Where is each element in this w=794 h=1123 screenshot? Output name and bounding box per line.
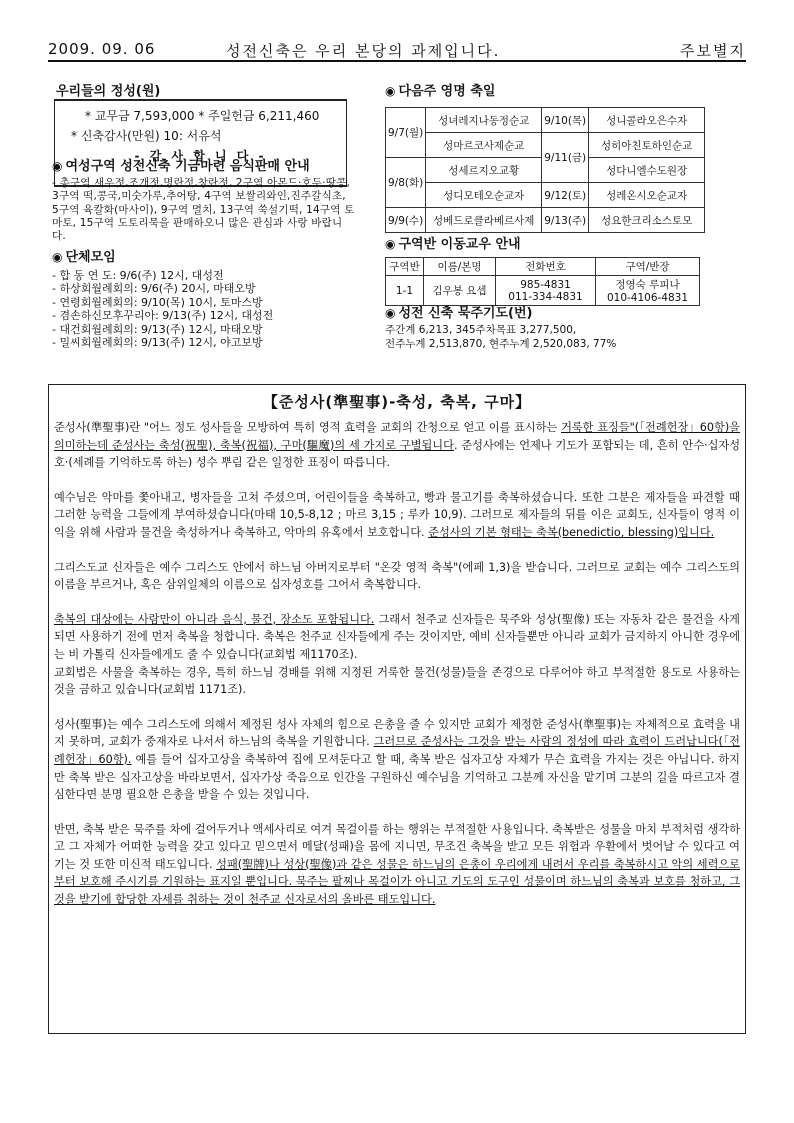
groups-title: 단체모임 xyxy=(65,250,116,265)
table-cell: 성베드로클라베르사제 xyxy=(426,208,542,233)
underlined-text: 성패(聖牌)나 성상(聖像)과 같은 성물은 하느님의 은총이 우리에게 내려서 우리를 축복하시고 악의 세력으로부터 보호해 주시기를 기원하는 표지일 뿐입니다. 묵주는 팔찌나 목걸이가 아니고 기도의 도구인 성물이며 하느님의 축복과 보호를 청하고, 그것을 받기에 합당한 자세를 취하는 것이 천주교 신자로서의 올바른 태도입니다. xyxy=(54,857,740,907)
text-run: 반면, 축복 받은 묵주를 차에 걸어두거나 액세사리로 여겨 목걸이를 하는 행위는 부적절한 사용입니다. 축복받은 성물을 마치 부적처럼 생각하고 그 자체가 어떠한 능력을 갖고 있다고 믿으면서 메달(성패)을 몸에 지니면, 무조건 축복을 받고 모든 위험과 우환에서 벗어날 수 있다고 여기는 것 또한 미신적 태도입니다. xyxy=(54,822,740,871)
women-sale-title: 여성구역 성전신축 기금마련 음식판매 안내 xyxy=(65,159,310,174)
feast-days-table xyxy=(385,107,705,233)
text-run: 예수님은 악마를 쫓아내고, 병자들을 고쳐 주셨으며, 어린이들을 축복하고, 빵과 물고기를 축복하셨습니다. 또한 그분은 제자들을 파견할 때 그러한 능력을 그들에게 부여하셨습니다(마태 10,5-8,12 ; 마르 3,15 ; 루카 10,9). 그러므로 제자들의 뒤를 이은 교회도, 신자들이 영적 이익을 위해 사람과 물건을 축성하거나 축복하고, 악마의 유혹에서 보호합니다. xyxy=(54,490,740,539)
table-cell xyxy=(596,276,700,306)
offering-line2: * 신축감사(만원) 10: 서유석 xyxy=(71,129,222,143)
text-run: . 준성사에는 언제나 기도가 포함되는 데, 흔히 안수·십자성호·(세례를 기억하도록 하는) 성수 뿌림 같은 일정한 표징이 따릅니다. xyxy=(54,438,740,470)
table-row xyxy=(386,183,705,208)
underlined-text: 준성사의 기본 형태는 축복(benedictio, blessing)입니다. xyxy=(428,525,715,539)
table-cell: 9/8(화) xyxy=(386,158,426,208)
article-title: 【준성사(準聖事)-축성, 축복, 구마】 xyxy=(262,393,532,411)
text-run: 성사(聖事)는 예수 그리스도에 의해서 제정된 성사 자체의 힘으로 은총을 줄 수 있지만 교회가 제정한 준성사(準聖事)는 자체적으로 효력을 내지 못하며, 교회가 중재자로 나서서 하느님의 축복을 기원합니다. xyxy=(54,717,740,749)
offering-line1: * 교무금 7,593,000 * 주일헌금 6,211,460 xyxy=(85,109,320,123)
rosary-line2: 전주누계 2,513,870, 현주누계 2,520,083, 77% xyxy=(385,338,617,350)
feast-days-section xyxy=(385,80,715,233)
table-cell: 성디모테오순교자 xyxy=(426,183,542,208)
table-header: 구역반 xyxy=(386,258,424,276)
underlined-text: 거룩한 표징들"(「전례헌장」60항)을 의미하는데 준성사는 축성(祝聖), 축복(祝福), 구마(驅魔)의 세 가지로 구별됩니다 xyxy=(54,421,740,452)
table-row xyxy=(386,208,705,233)
area-move-section xyxy=(385,233,715,306)
table-cell: 9/7(월) xyxy=(386,108,426,158)
table-cell: 9/11(금) xyxy=(542,133,589,183)
table-cell: 성니콜라오은수자 xyxy=(589,108,705,133)
table-row xyxy=(386,133,705,158)
table-header: 구역/반장 xyxy=(596,258,700,276)
table-row xyxy=(386,276,700,306)
article-paragraph xyxy=(54,611,740,664)
circle-dot-icon: ◉ xyxy=(52,159,63,173)
table-cell: 9/13(주) xyxy=(542,208,589,233)
leader-phone: 010-4106-4831 xyxy=(606,292,689,304)
article-paragraph xyxy=(54,821,740,909)
list-item: - 밀씨회월례회의: 9/13(주) 12시, 야고보방 xyxy=(52,336,263,350)
area-move-table xyxy=(385,257,700,306)
table-cell: 성녀레지나동정순교 xyxy=(426,108,542,133)
leader-name: 정영숙 루피나 xyxy=(615,279,680,291)
bulletin-tag: 주보별지 xyxy=(680,42,746,60)
table-cell: 9/10(목) xyxy=(542,108,589,133)
article-paragraph xyxy=(54,716,740,804)
circle-dot-icon: ◉ xyxy=(385,237,396,251)
page-header xyxy=(48,40,746,62)
phone-line: 985-4831 xyxy=(520,278,571,291)
list-item: - 겸손하신모후꾸리아: 9/13(주) 12시, 대성전 xyxy=(52,309,274,323)
table-cell: 성히아친토하인순교 xyxy=(589,133,705,158)
table-cell: 김우봉 요셉 xyxy=(424,276,496,306)
article-paragraph xyxy=(54,419,740,472)
groups-section xyxy=(52,246,362,349)
rosary-section xyxy=(385,302,725,351)
header-slogan: 성전신축은 우리 본당의 과제입니다. xyxy=(226,42,501,60)
table-cell: 성다니엘수도원장 xyxy=(589,158,705,183)
list-item: - 연령회월례회의: 9/10(목) 10시, 토마스방 xyxy=(52,295,263,309)
rosary-heading xyxy=(385,302,725,321)
rosary-title: 성전 신축 묵주기도(번) xyxy=(398,306,533,321)
table-cell: 성레온시오순교자 xyxy=(589,183,705,208)
circle-dot-icon: ◉ xyxy=(385,306,396,320)
text-run: 그래서 천주교 신자들은 묵주와 성상(聖像) 또는 자동차 같은 물건을 사게 되면 사용하기 전에 먼저 축복을 청합니다. 축복은 천주교 신자들에게 주는 것이지만, 예비 신자들뿐만 아니라 교회가 금지하지 아니한 경우에는 비 가톨릭 신자들에게도 줄 수 있습니다(교회법 제1170조). xyxy=(54,612,740,661)
feast-days-heading xyxy=(385,80,715,99)
women-sale-body: - 총구역 새우젓,조개젓,명란젓,창란젓, 2구역 아몬드·호두·땅콩, 3구역 떡,콩국,미숫가루,추어탕, 4구역 보쌀리와인,진주갈식초, 5구역 육칼화(마사이), 9구역 멸치, 13구역 쑥설기떡, 14구역 토마토, 15구역 도토리묵을 판매하오니 많은 관심과 사랑 바랍니다. xyxy=(52,177,355,243)
groups-heading xyxy=(52,246,362,265)
article-paragraph: 그리스도교 신자들은 예수 그리스도 안에서 하느님 아버지로부터 "온갖 영적 축복"(에페 1,3)을 받습니다. 그러므로 교회는 예수 그리스도의 이름을 부르거나, 혹은 삼위일체의 이름으로 십자성호를 그어서 축복합니다. xyxy=(54,560,740,592)
rosary-line1: 주간계 6,213, 345주차목표 3,277,500, xyxy=(385,324,577,336)
table-cell: 9/12(토) xyxy=(542,183,589,208)
feast-days-title: 다음주 영명 축일 xyxy=(398,84,496,99)
text-run: 예를 들어 십자고상을 축복하여 집에 모셔둔다고 할 때, 축복 받은 십자고상 자체가 무슨 효력을 가지는 것은 아닙니다. 하지만 축복 받은 십자고상을 바라보면서, 십자가상 죽음으로 인간을 구원하신 예수님을 기억하고 그분께 자신을 맡기며 그분의 길을 따르고자 결심한다면 분명 필요한 은총을 받을 수 있는 것입니다. xyxy=(54,752,740,802)
women-sale-heading xyxy=(52,155,356,174)
women-sale-section xyxy=(52,155,356,243)
table-header: 전화번호 xyxy=(496,258,596,276)
issue-date: 2009. 09. 06 xyxy=(48,40,156,58)
article-body xyxy=(54,419,740,926)
offering-title: 우리들의 정성(원) xyxy=(56,84,161,99)
list-item: - 대건회월례회의: 9/13(주) 12시, 마태오방 xyxy=(52,322,263,336)
article-box xyxy=(48,384,746,1034)
list-item: - 하상회월례회의: 9/6(주) 20시, 마태오방 xyxy=(52,282,256,296)
circle-dot-icon: ◉ xyxy=(385,84,396,98)
table-row xyxy=(386,258,700,276)
table-cell: 성마르코사제순교 xyxy=(426,133,542,158)
article-paragraph xyxy=(54,489,740,542)
circle-dot-icon: ◉ xyxy=(52,250,63,264)
table-header: 이름/본명 xyxy=(424,258,496,276)
groups-list xyxy=(52,269,362,349)
table-cell: 9/9(수) xyxy=(386,208,426,233)
phone-line: 011-334-4831 xyxy=(508,290,583,303)
table-cell: 성요한크리소스토모 xyxy=(589,208,705,233)
article-paragraph: 교회법은 사물을 축복하는 경우, 특히 하느님 경배를 위해 지정된 거룩한 물건(성물)들을 존경으로 다루어야 하고 부적절한 용도로 사용하는 것을 금하고 있습니다(교회법 1171조). xyxy=(54,665,740,697)
table-row xyxy=(386,108,705,133)
list-item: - 합 동 연 도: 9/6(주) 12시, 대성전 xyxy=(52,269,224,282)
text-run: 준성사(準聖事)란 "어느 정도 성사들을 모방하여 특히 영적 효력을 교회의 간청으로 얻고 이를 표시하는 xyxy=(54,421,562,434)
table-cell: 성세르지오교황 xyxy=(426,158,542,183)
area-move-title: 구역반 이동교우 안내 xyxy=(398,237,521,252)
table-cell xyxy=(496,276,596,306)
underlined-text: 그러므로 준성사는 그것을 받는 사람의 정성에 따라 효력이 드러납니다(「전례헌장」60항). xyxy=(54,735,740,766)
offering-thanks: - 감 사 합 니 다 - xyxy=(134,149,267,163)
table-cell: 1-1 xyxy=(386,276,424,306)
underlined-text: 축복의 대상에는 사람만이 아니라 음식, 물건, 장소도 포함됩니다. xyxy=(54,612,375,626)
area-move-heading xyxy=(385,233,715,252)
